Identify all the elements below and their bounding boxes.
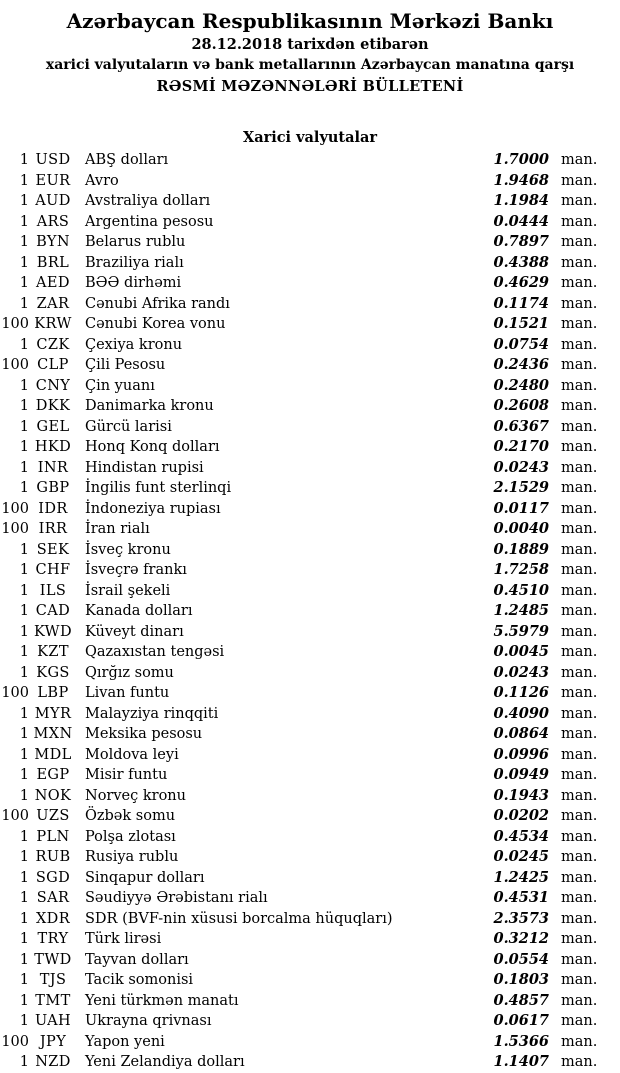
unit-label: man.: [561, 541, 598, 558]
rate-value: 0.2436: [493, 356, 549, 373]
currency-code: UAH: [34, 1013, 72, 1029]
currency-name: Rusiya rublu: [85, 849, 179, 865]
unit-label: man.: [561, 767, 598, 783]
nominal-quantity: 1: [19, 1013, 29, 1029]
rate-value: 0.0040: [493, 520, 549, 537]
nominal-quantity: 100: [1, 808, 29, 824]
rate-value: 0.2480: [493, 376, 549, 394]
currency-code: KGS: [36, 664, 70, 681]
rate-value: 0.0245: [493, 848, 549, 865]
currency-name: Avro: [85, 172, 119, 189]
rate-value: 0.0243: [493, 663, 549, 681]
rate-value: 1.1984: [493, 192, 549, 209]
unit-label: man.: [561, 828, 598, 845]
rate-value: 0.0617: [493, 1012, 549, 1029]
currency-name: Avstraliya dolları: [85, 193, 211, 209]
rate-value: 0.0554: [493, 950, 549, 968]
rate-value: 1.5366: [493, 1032, 549, 1050]
rate-value: 1.7000: [493, 151, 549, 168]
nominal-quantity: 100: [1, 1033, 29, 1050]
currency-row-kwd: [0, 622, 620, 643]
currency-name: İran rialı: [85, 521, 150, 537]
nominal-quantity: 1: [19, 398, 29, 414]
currency-code: MYR: [34, 705, 72, 722]
unit-label: man.: [561, 746, 598, 763]
currency-code: DKK: [35, 398, 71, 414]
currency-row-gel: [0, 417, 620, 438]
currency-code: AUD: [35, 193, 71, 209]
currency-code: BRL: [36, 254, 70, 271]
unit-label: man.: [561, 951, 598, 968]
exchange-rates-table: [0, 150, 620, 1073]
unit-label: man.: [561, 664, 598, 681]
currency-code: IRR: [38, 521, 68, 537]
currency-name: Cənubi Korea vonu: [85, 316, 226, 332]
currency-row-mdl: [0, 745, 620, 766]
rate-value: 0.0754: [493, 335, 549, 353]
nominal-quantity: 1: [19, 869, 29, 886]
currency-row-tmt: [0, 991, 620, 1012]
unit-label: man.: [561, 644, 598, 660]
rate-value: 0.4388: [493, 253, 549, 271]
currency-code: TMT: [35, 992, 71, 1009]
effective-date-line: 28.12.2018 tarixdən etibarən: [191, 36, 429, 53]
nominal-quantity: 1: [19, 644, 29, 660]
currency-name: Polşa zlotası: [85, 828, 176, 845]
currency-name: Braziliya rialı: [85, 254, 184, 271]
currency-row-nok: [0, 786, 620, 807]
nominal-quantity: 1: [19, 951, 29, 968]
currency-code: USD: [35, 152, 71, 168]
rate-value: 1.7258: [493, 561, 549, 578]
nominal-quantity: 1: [19, 439, 29, 455]
currency-name: Hindistan rupisi: [85, 459, 204, 476]
currency-name: SDR (BVF-nin xüsusi borcalma hüquqları): [85, 910, 393, 927]
currency-name: İsveçrə frankı: [85, 562, 187, 578]
currency-name: Moldova leyi: [85, 746, 179, 763]
currency-code: RUB: [35, 849, 71, 865]
nominal-quantity: 1: [19, 336, 29, 353]
currency-code: BYN: [36, 234, 70, 250]
currency-name: Çin yuanı: [85, 377, 155, 394]
nominal-quantity: 100: [1, 316, 29, 332]
unit-label: man.: [561, 275, 598, 291]
unit-label: man.: [561, 808, 598, 824]
currency-row-rub: [0, 847, 620, 868]
currency-code: CLP: [37, 357, 69, 373]
rate-value: 0.1521: [493, 315, 549, 332]
currency-row-pln: [0, 827, 620, 848]
nominal-quantity: 1: [19, 193, 29, 209]
currency-code: CAD: [35, 603, 71, 619]
rate-value: 0.0864: [493, 725, 549, 742]
nominal-quantity: 1: [19, 623, 29, 640]
currency-row-usd: [0, 150, 620, 171]
unit-label: man.: [561, 357, 598, 373]
unit-label: man.: [561, 685, 598, 701]
rate-value: 0.4531: [493, 889, 549, 906]
currency-code: MXN: [33, 726, 73, 742]
currency-name: Qazaxıstan tengəsi: [85, 644, 225, 660]
unit-label: man.: [561, 500, 598, 517]
currency-code: MDL: [34, 746, 72, 763]
currency-row-clp: [0, 355, 620, 376]
currency-row-sek: [0, 540, 620, 561]
currency-row-irr: [0, 519, 620, 540]
unit-label: man.: [561, 623, 598, 640]
unit-label: man.: [561, 1033, 598, 1050]
nominal-quantity: 1: [19, 603, 29, 619]
currency-name: Çili Pesosu: [85, 357, 166, 373]
currency-row-krw: [0, 314, 620, 335]
rate-value: 0.1174: [493, 294, 549, 312]
currency-code: TWD: [34, 951, 72, 968]
currency-code: JPY: [39, 1033, 67, 1050]
nominal-quantity: 100: [1, 521, 29, 537]
nominal-quantity: 1: [19, 664, 29, 681]
currency-row-ils: [0, 581, 620, 602]
currency-code: GEL: [36, 418, 70, 435]
currency-row-try: [0, 929, 620, 950]
currency-name: İndoneziya rupiası: [85, 500, 221, 517]
currency-row-aud: [0, 191, 620, 212]
rate-value: 0.1889: [493, 540, 549, 558]
rate-value: 1.2425: [493, 868, 549, 886]
currency-row-zar: [0, 294, 620, 315]
unit-label: man.: [561, 398, 598, 414]
currency-row-jpy: [0, 1032, 620, 1053]
currency-name: Argentina pesosu: [85, 213, 214, 230]
currency-row-czk: [0, 335, 620, 356]
nominal-quantity: 1: [19, 910, 29, 927]
rate-value: 0.1126: [493, 684, 549, 701]
currency-name: Qırğız somu: [85, 664, 174, 681]
rate-value: 0.0117: [493, 499, 549, 517]
unit-label: man.: [561, 418, 598, 435]
currency-code: CHF: [35, 562, 71, 578]
currency-code: TJS: [39, 972, 67, 988]
rate-value: 0.0243: [493, 458, 549, 476]
currency-code: EGP: [36, 767, 70, 783]
currency-code: CZK: [36, 336, 70, 353]
currency-name: Misir funtu: [85, 767, 168, 783]
currency-row-nzd: [0, 1052, 620, 1073]
currency-row-mxn: [0, 724, 620, 745]
currency-row-cny: [0, 376, 620, 397]
currency-name: Çexiya kronu: [85, 336, 183, 353]
currency-row-kzt: [0, 642, 620, 663]
rate-value: 0.6367: [493, 417, 549, 435]
nominal-quantity: 1: [19, 562, 29, 578]
currency-code: AED: [36, 275, 70, 291]
unit-label: man.: [561, 992, 598, 1009]
bank-name-title: Azərbaycan Respublikasının Mərkəzi Bankı: [66, 9, 554, 33]
nominal-quantity: 1: [19, 275, 29, 291]
currency-name: Türk lirəsi: [85, 931, 162, 947]
currency-name: Sinqapur dolları: [85, 869, 205, 886]
rate-value: 0.0949: [493, 766, 549, 783]
unit-label: man.: [561, 890, 598, 906]
nominal-quantity: 1: [19, 377, 29, 394]
nominal-quantity: 1: [19, 582, 29, 599]
currency-row-myr: [0, 704, 620, 725]
currency-row-kgs: [0, 663, 620, 684]
rate-value: 1.2485: [493, 602, 549, 619]
nominal-quantity: 1: [19, 931, 29, 947]
currency-row-chf: [0, 560, 620, 581]
nominal-quantity: 1: [19, 459, 29, 476]
currency-row-egp: [0, 765, 620, 786]
unit-label: man.: [561, 459, 598, 476]
currency-name: İsrail şekeli: [85, 582, 171, 599]
currency-name: Küveyt dinarı: [85, 623, 184, 640]
currency-code: NZD: [35, 1054, 71, 1070]
currency-code: ILS: [39, 582, 67, 599]
nominal-quantity: 1: [19, 152, 29, 168]
currency-name: Tayvan dolları: [85, 951, 189, 968]
rate-value: 0.0202: [493, 807, 549, 824]
unit-label: man.: [561, 521, 598, 537]
rate-value: 0.3212: [493, 930, 549, 947]
nominal-quantity: 1: [19, 172, 29, 189]
currency-code: KWD: [33, 623, 73, 640]
unit-label: man.: [561, 726, 598, 742]
currency-name: Kanada dolları: [85, 603, 193, 619]
currency-row-cad: [0, 601, 620, 622]
nominal-quantity: 1: [19, 890, 29, 906]
rate-value: 0.0444: [493, 212, 549, 230]
currency-row-twd: [0, 950, 620, 971]
currency-name: Meksika pesosu: [85, 726, 203, 742]
currency-code: GBP: [36, 480, 70, 496]
unit-label: man.: [561, 316, 598, 332]
currency-name: İsveç kronu: [85, 541, 171, 558]
nominal-quantity: 1: [19, 849, 29, 865]
currency-row-tjs: [0, 970, 620, 991]
currency-code: KRW: [34, 316, 72, 332]
unit-label: man.: [561, 193, 598, 209]
currency-row-eur: [0, 171, 620, 192]
currency-code: EUR: [35, 172, 71, 189]
currency-row-sgd: [0, 868, 620, 889]
currency-code: TRY: [37, 931, 69, 947]
currency-name: Ukrayna qrivnası: [85, 1013, 212, 1029]
currency-code: ARS: [36, 213, 70, 230]
bulletin-header: [0, 8, 620, 98]
rate-value: 2.3573: [493, 909, 549, 927]
currency-code: PLN: [36, 828, 70, 845]
currency-name: İngilis funt sterlinqi: [85, 480, 232, 496]
rate-value: 0.0996: [493, 745, 549, 763]
unit-label: man.: [561, 931, 598, 947]
nominal-quantity: 1: [19, 705, 29, 722]
unit-label: man.: [561, 1054, 598, 1070]
unit-label: man.: [561, 910, 598, 927]
nominal-quantity: 1: [19, 295, 29, 312]
currency-name: Yeni Zelandiya dolları: [85, 1054, 245, 1070]
currency-row-xdr: [0, 909, 620, 930]
nominal-quantity: 1: [19, 254, 29, 271]
rate-value: 0.0045: [493, 643, 549, 660]
currency-code: SEK: [36, 541, 70, 558]
currency-code: INR: [37, 459, 69, 476]
nominal-quantity: 1: [19, 992, 29, 1009]
currency-name: Cənubi Afrika randı: [85, 295, 230, 312]
currency-row-inr: [0, 458, 620, 479]
currency-row-dkk: [0, 396, 620, 417]
currency-name: Norveç kronu: [85, 787, 186, 804]
nominal-quantity: 1: [19, 767, 29, 783]
currency-name: Malayziya rinqqiti: [85, 705, 219, 722]
currency-name: Tacik somonisi: [85, 972, 194, 988]
currency-row-uah: [0, 1011, 620, 1032]
currency-code: KZT: [37, 644, 69, 660]
rate-value: 0.1803: [493, 971, 549, 988]
rate-value: 1.9468: [493, 171, 549, 189]
currency-row-idr: [0, 499, 620, 520]
nominal-quantity: 1: [19, 1054, 29, 1070]
currency-row-lbp: [0, 683, 620, 704]
unit-label: man.: [561, 705, 598, 722]
rate-value: 0.4857: [493, 991, 549, 1009]
rate-value: 0.4629: [493, 274, 549, 291]
currency-name: Yapon yeni: [85, 1033, 165, 1050]
currency-code: LBP: [37, 685, 69, 701]
unit-label: man.: [561, 480, 598, 496]
currency-name: Livan funtu: [85, 685, 170, 701]
unit-label: man.: [561, 152, 598, 168]
rate-value: 1.1407: [493, 1053, 549, 1070]
nominal-quantity: 1: [19, 213, 29, 230]
unit-label: man.: [561, 562, 598, 578]
rate-value: 0.2170: [493, 438, 549, 455]
unit-label: man.: [561, 972, 598, 988]
rate-value: 0.4090: [493, 704, 549, 722]
nominal-quantity: 1: [19, 480, 29, 496]
nominal-quantity: 1: [19, 234, 29, 250]
rate-value: 0.1943: [493, 786, 549, 804]
nominal-quantity: 1: [19, 418, 29, 435]
bulletin-subtitle: xarici valyutaların və bank metallarının Azərbaycan manatına qarşı: [45, 57, 575, 73]
rate-value: 2.1529: [493, 479, 549, 496]
currency-row-gbp: [0, 478, 620, 499]
currency-name: Honq Konq dolları: [85, 439, 220, 455]
currency-row-aed: [0, 273, 620, 294]
currency-name: ABŞ dolları: [85, 152, 169, 168]
currency-row-uzs: [0, 806, 620, 827]
rate-value: 0.7897: [493, 233, 549, 250]
currency-code: HKD: [34, 439, 72, 455]
nominal-quantity: 1: [19, 828, 29, 845]
rate-value: 0.2608: [493, 397, 549, 414]
nominal-quantity: 100: [1, 685, 29, 701]
section-title-foreign-currencies: Xarici valyutalar: [242, 129, 378, 146]
unit-label: man.: [561, 234, 598, 250]
rate-value: 0.4534: [493, 827, 549, 845]
rate-value: 5.5979: [493, 622, 549, 640]
currency-name: Danimarka kronu: [85, 398, 214, 414]
currency-name: Belarus rublu: [85, 234, 186, 250]
currency-row-byn: [0, 232, 620, 253]
unit-label: man.: [561, 377, 598, 394]
currency-code: SAR: [36, 890, 70, 906]
unit-label: man.: [561, 849, 598, 865]
currency-code: SGD: [35, 869, 71, 886]
nominal-quantity: 1: [19, 787, 29, 804]
currency-name: Gürcü larisi: [85, 418, 172, 435]
nominal-quantity: 100: [1, 357, 29, 373]
unit-label: man.: [561, 869, 598, 886]
currency-row-sar: [0, 888, 620, 909]
nominal-quantity: 1: [19, 746, 29, 763]
currency-code: IDR: [38, 500, 68, 517]
unit-label: man.: [561, 172, 598, 189]
currency-name: BƏƏ dirhəmi: [85, 275, 182, 291]
currency-row-ars: [0, 212, 620, 233]
unit-label: man.: [561, 295, 598, 312]
currency-name: Yeni türkmən manatı: [85, 992, 239, 1009]
nominal-quantity: 1: [19, 541, 29, 558]
unit-label: man.: [561, 254, 598, 271]
rate-value: 0.4510: [493, 581, 549, 599]
currency-code: UZS: [36, 808, 70, 824]
bulletin-title: RƏSMİ MƏZƏNNƏLƏRİ BÜLLETENİ: [156, 78, 464, 95]
unit-label: man.: [561, 582, 598, 599]
currency-code: ZAR: [36, 295, 70, 312]
currency-name: Səudiyyə Ərəbistanı rialı: [85, 890, 268, 906]
unit-label: man.: [561, 603, 598, 619]
nominal-quantity: 1: [19, 726, 29, 742]
nominal-quantity: 100: [1, 500, 29, 517]
currency-row-hkd: [0, 437, 620, 458]
unit-label: man.: [561, 1013, 598, 1029]
currency-row-brl: [0, 253, 620, 274]
unit-label: man.: [561, 439, 598, 455]
currency-code: CNY: [35, 377, 71, 394]
currency-name: Özbək somu: [85, 808, 176, 824]
currency-code: NOK: [34, 787, 72, 804]
unit-label: man.: [561, 213, 598, 230]
nominal-quantity: 1: [19, 972, 29, 988]
currency-code: XDR: [35, 910, 71, 927]
unit-label: man.: [561, 787, 598, 804]
unit-label: man.: [561, 336, 598, 353]
